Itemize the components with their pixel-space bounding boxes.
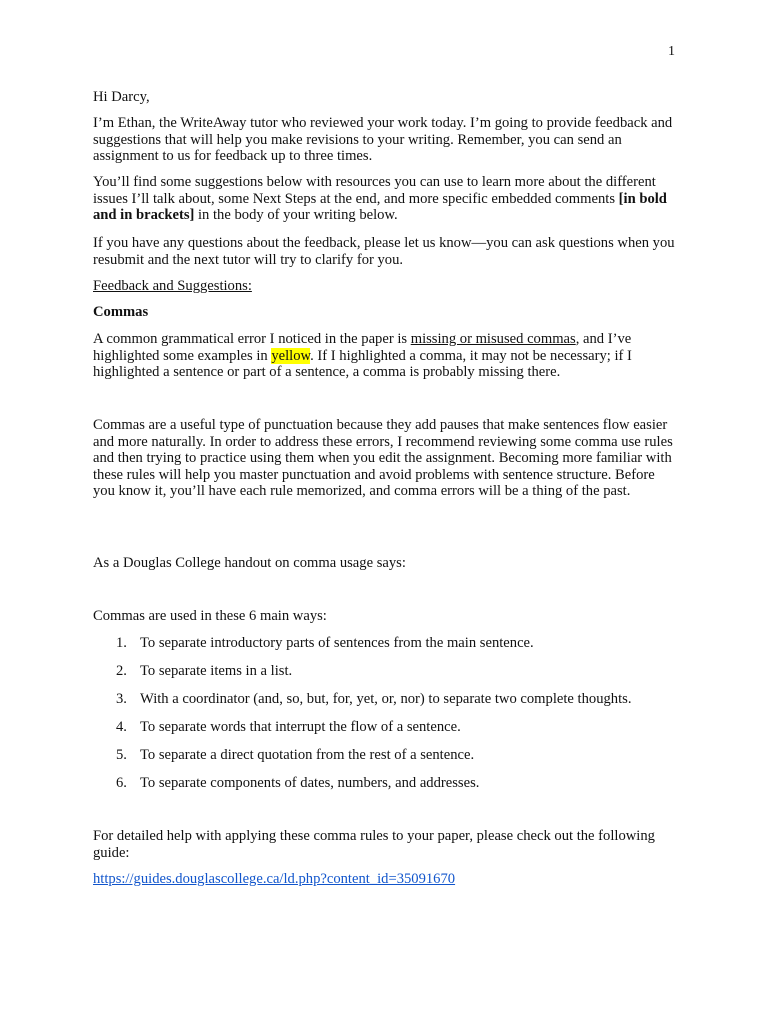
list-item-text: To separate components of dates, numbers, and addresses. — [140, 775, 480, 791]
list-item-number: 3. — [116, 691, 127, 707]
list-intro: Commas are used in these 6 main ways: — [93, 608, 327, 624]
handout-intro: As a Douglas College handout on comma usage says: — [93, 555, 406, 571]
underlined-phrase: missing or misused commas — [410, 331, 576, 347]
list-item-text: To separate items in a list. — [140, 663, 293, 679]
commas-intro-paragraph — [93, 331, 678, 381]
list-item-number: 5. — [116, 747, 127, 763]
page-number: 1 — [668, 44, 675, 59]
suggestions-text-after: in the body of your writing below. — [194, 207, 398, 224]
list-item-text: To separate a direct quotation from the rest of a sentence. — [140, 747, 475, 763]
questions-paragraph: If you have any questions about the feedback, please let us know—you can ask questions when you resubmit and the next tutor will try to clarify for you. — [93, 235, 675, 268]
list-item-text: With a coordinator (and, so, but, for, yet, or, nor) to separate two complete thoughts. — [140, 691, 632, 707]
section-heading: Feedback and Suggestions: — [93, 278, 252, 294]
commas-intro-part2: , and I’ve highlighted some examples in — [93, 331, 632, 364]
greeting: Hi Darcy, — [93, 89, 150, 105]
commas-body-paragraph: Commas are a useful type of punctuation because they add pauses that make sentences flow easier and more naturally. In order to address these errors, I recommend reviewing some comma use rules and then trying to practice using them when you edit the assignment. Becoming more familiar with these rules will help you master punctuation and avoid problems with sentence structure. Before you know it, you’ll have each rule memorized, and comma errors will be a thing of the past. — [93, 417, 673, 500]
suggestions-paragraph — [93, 174, 678, 224]
list-item-number: 2. — [116, 663, 127, 679]
list-item-text: To separate words that interrupt the flow of a sentence. — [140, 719, 461, 735]
guide-link[interactable]: https://guides.douglascollege.ca/ld.php?content_id=35091670 — [93, 871, 456, 887]
commas-intro-part3: . If I highlighted a comma, it may not be necessary; if I highlighted a sentence or part of a sentence, a comma is probably missing there. — [93, 347, 632, 381]
yellow-highlight: yellow — [271, 347, 311, 364]
list-item-number: 6. — [116, 775, 127, 791]
list-item-text: To separate introductory parts of sentences from the main sentence. — [140, 635, 534, 651]
help-paragraph: For detailed help with applying these comma rules to your paper, please check out the following guide: — [93, 828, 655, 861]
intro-paragraph: I’m Ethan, the WriteAway tutor who reviewed your work today. I’m going to provide feedback and suggestions that will help you make revisions to your writing. Remember, you can send an assignment to us for feedback up to three times. — [93, 115, 673, 165]
suggestions-text-before: You’ll find some suggestions below with resources you can use to learn more about the different issues I’ll talk about, some Next Steps at the end, and more specific embedded comments — [93, 174, 656, 207]
commas-subheading: Commas — [93, 304, 149, 320]
bracket-note-bold: [in bold and in brackets] — [93, 190, 667, 224]
commas-intro-part1: A common grammatical error I noticed in the paper is — [93, 331, 411, 347]
list-item-number: 4. — [116, 719, 127, 735]
list-item-number: 1. — [116, 635, 127, 651]
